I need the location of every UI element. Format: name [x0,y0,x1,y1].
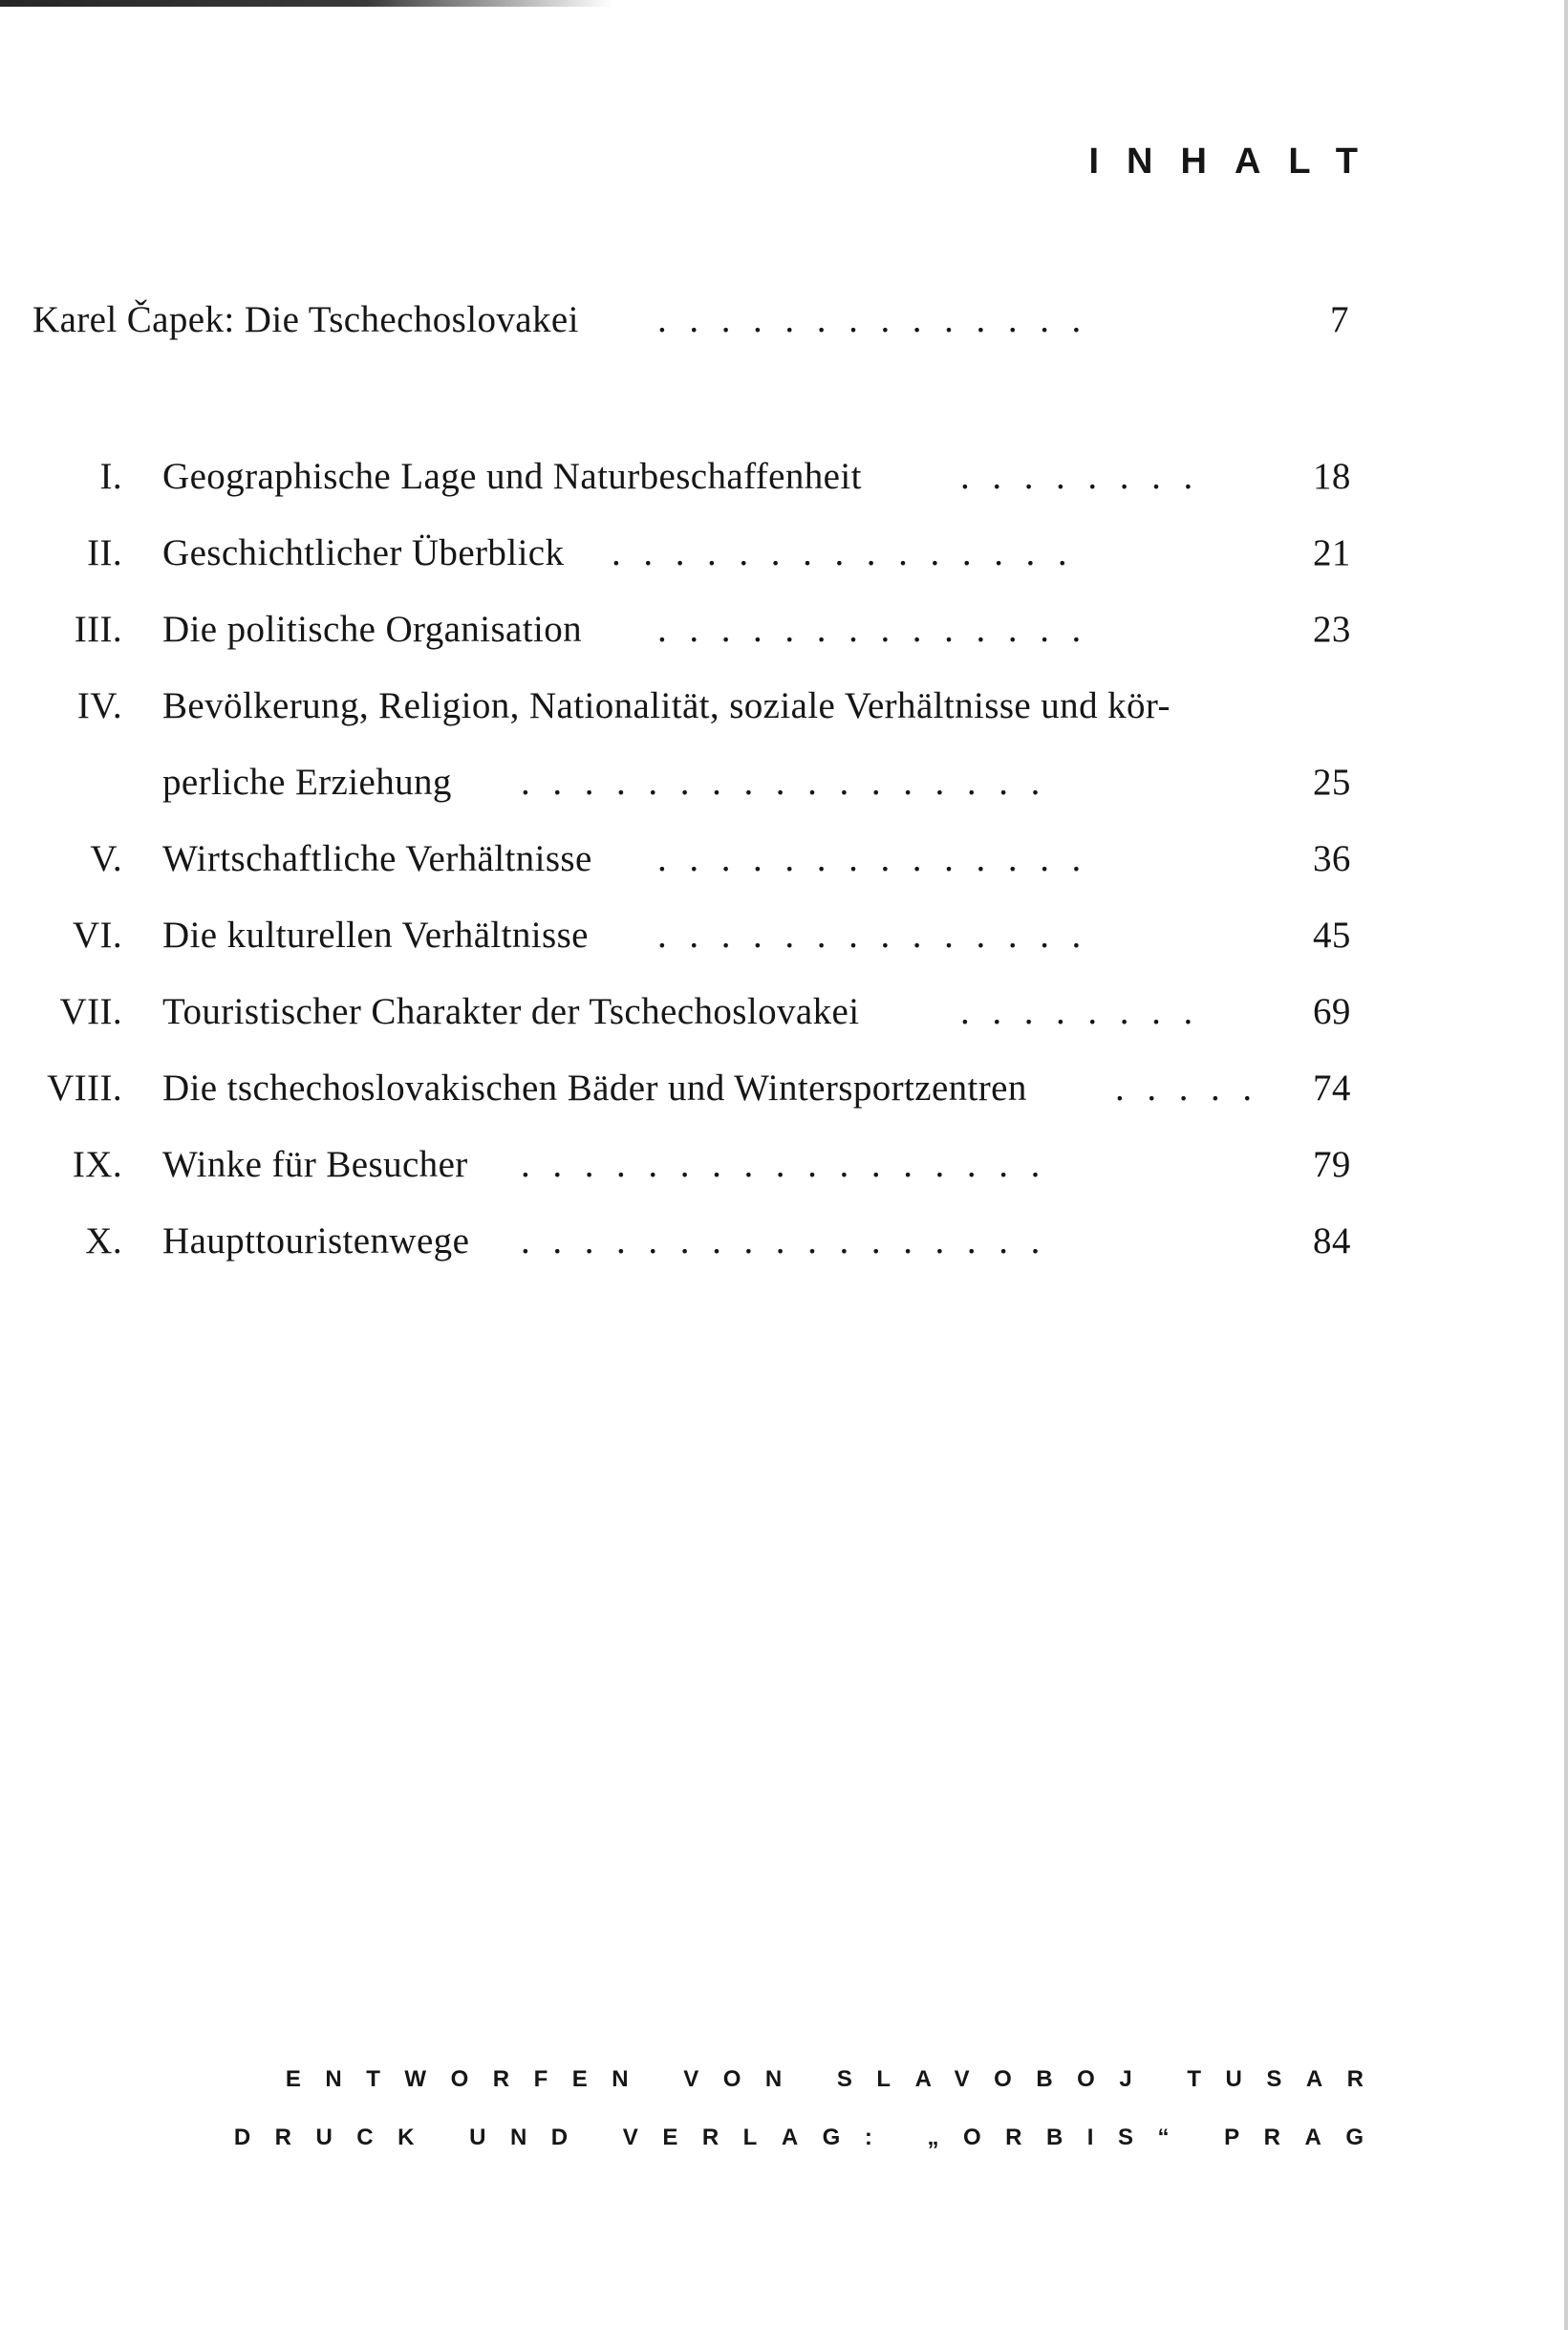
chapter-page: 25 [1313,762,1351,803]
toc-entry [0,1219,1568,1277]
chapter-numeral: I. [99,456,122,497]
chapter-title: Haupttouristenwege [162,1220,470,1262]
chapter-page: 69 [1313,991,1351,1032]
chapter-title: Geographische Lage und Naturbeschaffenheit [162,456,862,497]
dot-leader: ................. [521,762,1063,803]
dot-leader: .............. [657,299,1104,340]
dot-leader: ........ [960,991,1215,1032]
chapter-title: Winke für Besucher [162,1144,468,1185]
dot-leader: ................. [521,1144,1063,1185]
chapter-numeral: II. [87,532,122,573]
toc-intro-title: Karel Čapek: Die Tschechoslovakei [32,299,579,340]
toc-intro-page: 7 [1330,299,1349,340]
dot-leader: ........ [960,456,1215,497]
chapter-page: 36 [1313,838,1351,879]
toc-entry [0,837,1568,895]
chapter-title-line1: Bevölkerung, Religion, Nationalität, soziale Verhältnisse und kör- [162,685,1171,726]
dot-leader: .............. [657,915,1104,956]
chapter-numeral: X. [85,1220,122,1262]
toc-entry [0,531,1568,589]
chapter-title: Touristischer Charakter der Tschechoslovakei [162,991,860,1032]
chapter-title: Die kulturellen Verhältnisse [162,915,589,956]
imprint-publisher: DRUCK UND VERLAG: „ORBIS“ PRAG [233,2125,1388,2150]
page-heading: INHALT [1088,141,1385,182]
chapter-numeral: VI. [72,915,122,956]
chapter-page: 18 [1313,456,1351,497]
dot-leader: .............. [657,838,1104,879]
chapter-page: 84 [1313,1220,1351,1262]
chapter-title-line2: perliche Erziehung [162,762,452,803]
chapter-title: Die politische Organisation [162,609,583,650]
toc-entry [0,1143,1568,1200]
chapter-numeral: IV. [76,685,122,726]
chapter-numeral: V. [90,838,122,879]
chapter-title: Die tschechoslovakischen Bäder und Wintersportzentren [162,1068,1027,1109]
dot-leader: .............. [657,609,1104,650]
chapter-page: 74 [1313,1068,1351,1109]
chapter-title: Wirtschaftliche Verhältnisse [162,838,592,879]
toc-intro-entry [0,298,1568,356]
chapter-numeral: VIII. [47,1068,122,1109]
dot-leader: ..... [1115,1068,1275,1109]
chapter-numeral: VII. [59,991,122,1032]
dot-leader: ................. [521,1220,1063,1262]
imprint-designer: ENTWORFEN VON SLAVOBOJ TUSAR [285,2066,1388,2092]
toc-entry [0,914,1568,971]
dot-leader: ............... [612,532,1090,573]
chapter-title: Geschichtlicher Überblick [162,532,565,573]
chapter-page: 23 [1313,609,1351,650]
toc-entry [0,455,1568,512]
toc-entry [0,990,1568,1047]
chapter-numeral: III. [74,609,122,650]
chapter-page: 45 [1313,915,1351,956]
toc-entry [0,684,1568,742]
chapter-page: 21 [1313,532,1351,573]
toc-entry [0,608,1568,665]
chapter-page: 79 [1313,1144,1351,1185]
toc-entry-continuation [0,761,1568,818]
chapter-numeral: IX. [72,1144,122,1185]
toc-entry [0,1067,1568,1124]
